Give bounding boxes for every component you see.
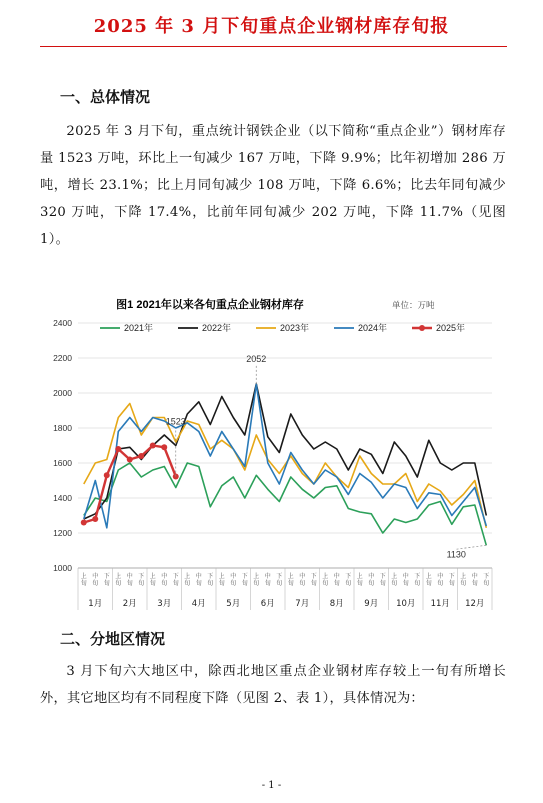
annotation-label: 2052	[246, 353, 267, 364]
x-tick-label: 上旬	[218, 573, 225, 587]
x-tick-label: 下旬	[172, 573, 179, 587]
x-tick-label: 中旬	[471, 573, 478, 587]
series-point-2025年	[115, 446, 121, 452]
legend-label: 2022年	[202, 323, 232, 333]
chart-unit-note: 单位：万吨	[392, 300, 435, 310]
x-month-label: 7月	[295, 599, 310, 609]
x-tick-label: 中旬	[161, 573, 168, 587]
chart-x-axis	[78, 568, 492, 610]
series-point-2025年	[138, 453, 144, 459]
x-month-label: 6月	[260, 599, 275, 609]
document-title: 2025 年 3 月下旬重点企业钢材库存旬报	[93, 16, 450, 37]
chart-plot-area	[81, 384, 487, 545]
y-tick-label: 2400	[53, 318, 72, 328]
x-tick-label: 中旬	[333, 573, 340, 587]
x-tick-label: 上旬	[425, 573, 432, 587]
x-tick-label: 下旬	[414, 573, 421, 587]
x-tick-label: 下旬	[207, 573, 214, 587]
x-month-label: 1月	[88, 599, 103, 609]
x-tick-label: 下旬	[310, 573, 317, 587]
overall-paragraph: 2025 年 3 月下旬，重点统计钢铁企业（以下简称“重点企业”）钢材库存量 1523 万吨，环比上一旬减少 167 万吨，下降 9.9%；比年初增加 286 万吨，增长 23.1%；比上月同旬减少 108 万吨，下降 6.6%；比去年同旬减少 320 万吨，下降 17.4%，比前年同旬减少 202 万吨，下降 11.7%（见图 1）。	[40, 124, 506, 247]
x-tick-label: 上旬	[253, 573, 260, 587]
x-tick-label: 中旬	[402, 573, 409, 587]
chart-title: 图1 2021年以来各旬重点企业钢材库存	[116, 299, 304, 311]
series-point-2025年	[150, 443, 156, 449]
chart-legend	[100, 322, 465, 333]
x-tick-label: 中旬	[264, 573, 271, 587]
x-month-label: 11月	[430, 599, 450, 609]
x-tick-label: 下旬	[483, 573, 490, 587]
x-month-label: 10月	[396, 599, 416, 609]
x-tick-label: 下旬	[448, 573, 455, 587]
series-line-2022年	[84, 384, 487, 519]
series-point-2025年	[127, 457, 133, 463]
x-tick-label: 上旬	[391, 573, 398, 587]
legend-label: 2024年	[358, 323, 388, 333]
legend-label: 2021年	[124, 323, 154, 333]
title-divider	[40, 46, 507, 47]
legend-marker	[419, 325, 425, 331]
x-tick-label: 下旬	[276, 573, 283, 587]
x-tick-label: 上旬	[149, 573, 156, 587]
series-point-2025年	[104, 472, 110, 478]
x-tick-label: 上旬	[322, 573, 329, 587]
x-month-label: 4月	[191, 599, 206, 609]
section-heading-regional: 二、分地区情况	[60, 630, 166, 648]
y-tick-label: 1200	[53, 528, 72, 538]
y-tick-label: 1600	[53, 458, 72, 468]
x-tick-label: 下旬	[345, 573, 352, 587]
x-tick-label: 下旬	[379, 573, 386, 587]
x-month-label: 5月	[226, 599, 241, 609]
chart-y-axis	[53, 318, 72, 573]
x-tick-label: 下旬	[241, 573, 248, 587]
legend-label: 2025年	[436, 323, 466, 333]
regional-paragraph: 3 月下旬六大地区中，除西北地区重点企业钢材库存较上一旬有所增长外，其它地区均有不同程度下降（见图 2、表 1），具体情况为：	[40, 664, 506, 706]
x-tick-label: 中旬	[195, 573, 202, 587]
x-tick-label: 上旬	[460, 573, 467, 587]
x-month-label: 3月	[157, 599, 172, 609]
x-tick-label: 下旬	[138, 573, 145, 587]
x-tick-label: 中旬	[126, 573, 133, 587]
series-point-2025年	[81, 520, 87, 526]
x-tick-label: 中旬	[437, 573, 444, 587]
annotation-label: 1130	[446, 549, 466, 560]
legend-label: 2023年	[280, 323, 310, 333]
y-tick-label: 1400	[53, 493, 72, 503]
y-tick-label: 1800	[53, 423, 72, 433]
x-tick-label: 中旬	[92, 573, 99, 587]
x-tick-label: 中旬	[299, 573, 306, 587]
x-tick-label: 上旬	[184, 573, 191, 587]
inventory-line-chart	[0, 290, 543, 620]
x-month-label: 8月	[329, 599, 344, 609]
x-month-label: 2月	[122, 599, 137, 609]
chart-annotations	[166, 354, 487, 559]
x-tick-label: 上旬	[115, 573, 122, 587]
x-tick-label: 上旬	[80, 573, 87, 587]
chart-gridlines	[78, 323, 492, 568]
x-tick-label: 上旬	[287, 573, 294, 587]
x-tick-label: 中旬	[230, 573, 237, 587]
series-point-2025年	[92, 516, 98, 522]
y-tick-label: 1000	[53, 563, 72, 573]
x-tick-label: 中旬	[368, 573, 375, 587]
x-month-label: 12月	[465, 599, 485, 609]
y-tick-label: 2200	[53, 353, 72, 363]
x-tick-label: 上旬	[356, 573, 363, 587]
annotation-label: 1523	[165, 416, 186, 427]
page-number: - 1 -	[261, 780, 282, 791]
x-month-label: 9月	[364, 599, 379, 609]
x-tick-label: 下旬	[103, 573, 110, 587]
series-point-2025年	[161, 444, 167, 450]
y-tick-label: 2000	[53, 388, 72, 398]
section-heading-overall: 一、总体情况	[60, 88, 151, 106]
